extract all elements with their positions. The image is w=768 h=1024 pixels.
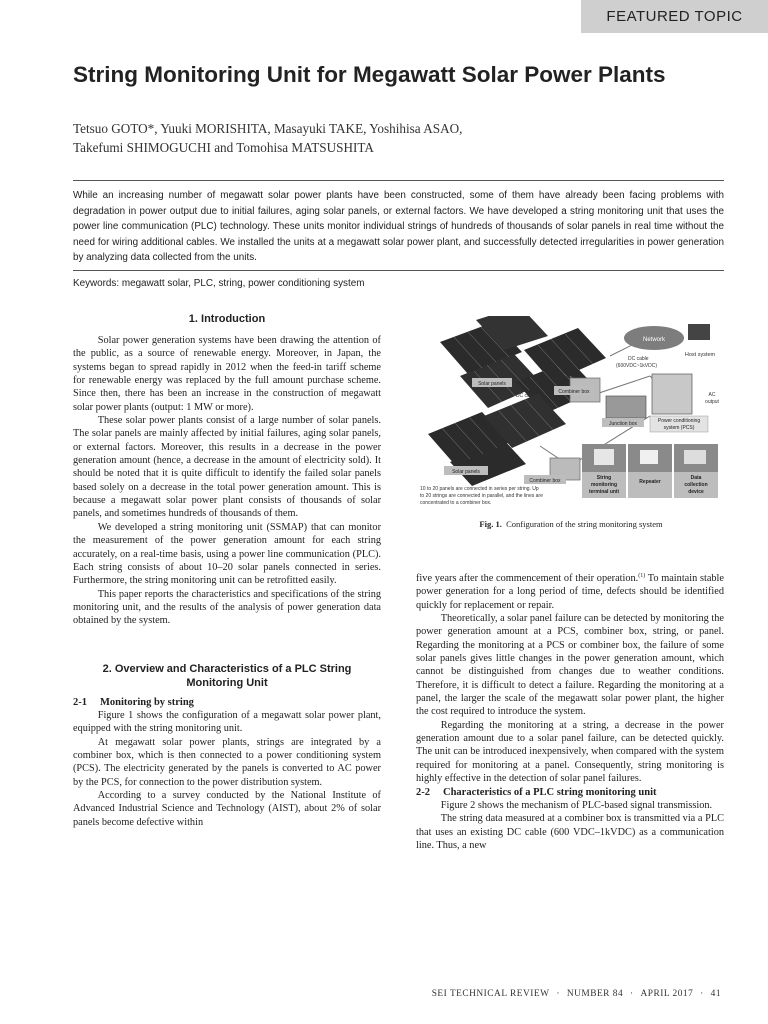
figure-note-line-3: concentrated to a combiner box. (420, 500, 492, 506)
photo-repeater-label-bg (628, 472, 672, 498)
label-network: Network (642, 337, 666, 343)
figure-1-diagram (420, 316, 722, 509)
authors (73, 119, 713, 157)
abstract-bottom-rule (73, 270, 724, 271)
paragraph: Regarding the monitoring at a string, a decrease in the power generation amount due to a solar panel failure, can be detected quickly. The unit can be introduced inexpensively, when compared with the system required for monitoring at a panel. Consequently, string monitoring is highly effective in the detection of solar panel failures. (416, 719, 724, 785)
label-solar-panels-lower: Solar panels (452, 469, 480, 475)
paragraph: Figure 1 shows the configuration of a megawatt solar power plant, equipped with the string monitoring unit. (73, 709, 381, 735)
authors-line-2: Takefumi SHIMOGUCHI and Tomohisa MATSUSHITA (73, 140, 374, 155)
paragraph: We developed a string monitoring unit (SSMAP) that can monitor the measurement of the power generation amount for each string accurately, on a real-time basis, using a power line communication (PLC). Each string consists of about 10–20 solar panels connected in series. Furthermore, the string monitoring unit can be retrofitted easily. (73, 521, 381, 587)
reference-mark: (1) (638, 573, 646, 579)
label-data-collection-3: device (688, 489, 704, 495)
label-ac-output: output (705, 399, 719, 405)
paragraph: Theoretically, a solar panel failure can be detected by monitoring the power generation amount at a PCS, combiner box, string, or panel. Regarding the monitoring at a PCS or combiner box, the failure of some solar panels gives little changes in the power generation amount, which cannot be distinguished from changes due to weather conditions. Therefore, it is difficult to detect a failure. Regarding the monitoring at a panel, the larger the scale of the megawatt solar power plant, the higher the cost required to introduce the system. (416, 613, 724, 718)
pcs-unit (652, 374, 692, 414)
issue-number: NUMBER 84 (566, 989, 624, 999)
subsection-title: Characteristics of a PLC string monitoring unit (443, 786, 657, 798)
label-junction-box: Junction box (608, 421, 638, 427)
label-dc-sensor: DC current (515, 393, 541, 399)
paragraph: At megawatt solar power plants, strings are integrated by a combiner box, which is then connected to a power conditioning system (PCS). The electricity generated by the panels is converted to AC power by the PCS, for connection to the power distribution system. (73, 736, 381, 788)
paragraph-text: To maintain stable power generation for a long period of time, defects should be identified quickly for replacement or repair. (416, 573, 724, 611)
caption-text: Configuration of the string monitoring system (506, 519, 663, 529)
label-dc-sensor-2: sensor (520, 400, 536, 406)
section-1-heading: 1. Introduction (188, 313, 266, 325)
separator: · (556, 989, 560, 999)
paragraph: This paper reports the characteristics and specifications of the string monitoring unit, and the results of the analysis of power generation data obtained by the system. (73, 588, 381, 627)
abstract: While an increasing number of megawatt solar power plants have been constructed, some of them have already been facing problems with degradation in power output due to initial failures, aging solar panels, or external factors. We have developed a string monitoring unit that uses the power line communication (PLC) technology. These units monitor individual strings of hundreds of thousands of solar panels in real time without the need for wiring additional cables. We installed the units at a megawatt solar power plant, and successfully detected irregularities in power generation by analyzing data collected from the units. (73, 190, 724, 264)
label-smu: String (596, 475, 612, 481)
keywords: Keywords: megawatt solar, PLC, string, power conditioning system (73, 278, 365, 289)
figure-note-line-2: to 20 strings are connected in parallel, and the lines are (420, 493, 543, 499)
photo-repeater-device (640, 450, 658, 464)
figure-1 (420, 316, 722, 509)
featured-topic-banner: FEATURED TOPIC (581, 0, 768, 33)
junction-box (606, 396, 646, 418)
abstract-top-rule (73, 180, 724, 181)
photo-data-collection-device (684, 450, 706, 464)
label-dc-cable-voltage: (600VDC~1kVDC) (616, 363, 657, 369)
label-data-collection-2: collection (684, 482, 708, 488)
issue-date: APRIL 2017 (640, 989, 694, 999)
left-column (73, 312, 381, 829)
label-smu-3: terminal unit (588, 489, 620, 495)
label-host-system: Host system (684, 352, 716, 358)
paragraph (416, 572, 724, 612)
subsection-2-2-heading (416, 786, 724, 799)
product-photos (582, 444, 718, 498)
subsection-title: Monitoring by string (100, 696, 194, 708)
label-repeater: Repeater (639, 479, 661, 485)
label-ac: AC (708, 392, 716, 398)
label-combiner-box-lower: Combiner box (529, 478, 561, 484)
label-smu-2: monitoring (590, 482, 618, 488)
authors-line-1: Tetsuo GOTO*, Yuuki MORISHITA, Masayuki TAKE, Yoshihisa ASAO, (73, 121, 463, 136)
paragraph: These solar power plants consist of a large number of solar panels. The solar panels are mainly affected by initial failures, aging solar panels, or external factors. Moreover, this results in a decrease in the power generation amount (hence, a decrease in the amount of electricity sold). It should be noted that it is quite difficult to identify the failed solar panels based solely on a decrease in the total power generation amount. This is because a megawatt solar power plant consists of thousands of solar panels, and sometimes hundreds of thousands of them. (73, 415, 381, 520)
page-footer (430, 989, 723, 999)
section-2-heading: 2. Overview and Characteristics of a PLC String Monitoring Unit (102, 662, 352, 689)
label-pcs: Power conditioning (657, 418, 701, 424)
paragraph: According to a survey conducted by the National Institute of Advanced Industrial Science and Technology (AIST), about 2% of solar panels become defective within (73, 789, 381, 828)
caption-label: Fig. 1. (479, 519, 502, 529)
paragraph: Figure 2 shows the mechanism of PLC-based signal transmission. (440, 799, 713, 811)
journal-name: SEI TECHNICAL REVIEW (431, 989, 550, 999)
label-pcs-2: system (PCS) (663, 425, 695, 431)
page-number: 41 (710, 989, 721, 999)
host-system-icon (688, 324, 710, 340)
paragraph: The string data measured at a combiner box is transmitted via a PLC that uses an existing DC cable (600 VDC–1kVDC) as a communication line. Thus, a new (416, 813, 724, 851)
figure-1-caption (420, 519, 722, 529)
figure-note-line-1: 10 to 20 panels are connected in series per string. Up (420, 486, 539, 492)
paragraph: Solar power generation systems have been drawing the attention of the public, as a source of renewable energy. Moreover, in Japan, the systems began to spread rapidly in 2012 when the feed-in tariff scheme for renewable energy was replaced by the full amount purchase scheme. Since then, there has been an increase in the construction of megawatt solar power plants (output: 1 MW or more). (73, 335, 381, 413)
separator: · (630, 989, 634, 999)
photo-smu-device (594, 449, 614, 465)
subsection-2-1-heading (73, 696, 381, 709)
article-title: String Monitoring Unit for Megawatt Solar Power Plants (73, 62, 666, 87)
label-combiner-box-upper: Combiner box (558, 389, 590, 395)
label-dc-cable: DC cable (628, 356, 649, 362)
subsection-number: 2-2 (416, 786, 430, 798)
label-data-collection: Data (690, 475, 702, 481)
right-column (416, 572, 724, 852)
separator: · (700, 989, 704, 999)
label-solar-panels-upper: Solar panels (478, 381, 506, 387)
paragraph-text: five years after the commencement of their operation. (416, 573, 639, 584)
subsection-number: 2-1 (73, 696, 87, 708)
